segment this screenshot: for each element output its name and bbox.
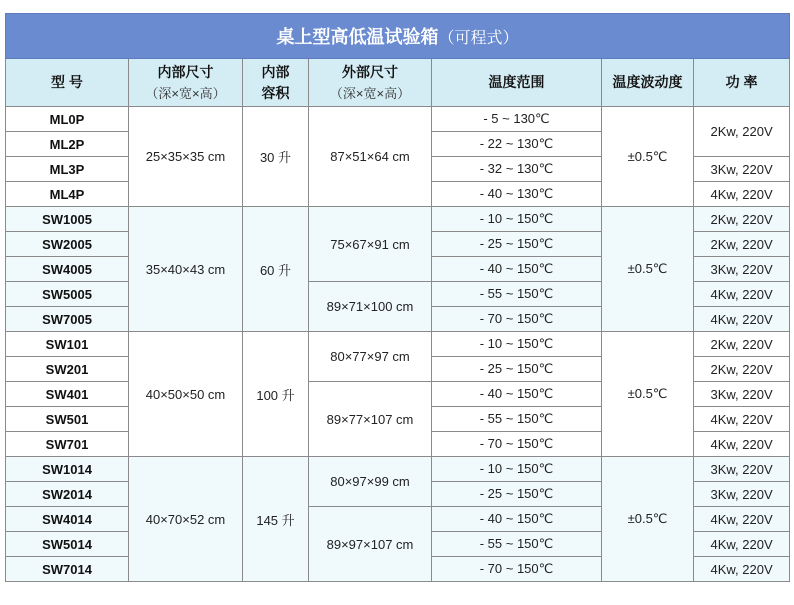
outer-size-cell: 80×97×99 cm <box>309 457 432 507</box>
spec-table-container <box>5 13 789 582</box>
power-cell: 2Kw, 220V <box>694 207 790 232</box>
title-sub: （可程式） <box>438 30 519 47</box>
power-cell: 4Kw, 220V <box>694 507 790 532</box>
volume-cell: 100 升 <box>243 332 309 457</box>
model-cell: ML3P <box>6 157 129 182</box>
outer-size-cell: 89×71×100 cm <box>309 282 432 332</box>
model-cell: SW7014 <box>6 557 129 582</box>
model-cell: ML2P <box>6 132 129 157</box>
model-cell: SW1014 <box>6 457 129 482</box>
header-model: 型 号 <box>6 59 129 107</box>
temp-range-cell: - 40 ~ 150℃ <box>432 507 602 532</box>
header-inner-volume-line2: 容积 <box>261 84 290 101</box>
model-cell: SW501 <box>6 407 129 432</box>
temp-range-cell: - 40 ~ 150℃ <box>432 257 602 282</box>
power-cell: 4Kw, 220V <box>694 407 790 432</box>
model-cell: SW5014 <box>6 532 129 557</box>
outer-size-cell: 89×97×107 cm <box>309 507 432 582</box>
model-cell: ML0P <box>6 107 129 132</box>
power-cell: 3Kw, 220V <box>694 257 790 282</box>
model-cell: SW7005 <box>6 307 129 332</box>
power-cell: 4Kw, 220V <box>694 557 790 582</box>
temp-range-cell: - 22 ~ 130℃ <box>432 132 602 157</box>
outer-size-cell: 89×77×107 cm <box>309 382 432 457</box>
header-temp-fluctuation: 温度波动度 <box>602 59 694 107</box>
power-cell: 3Kw, 220V <box>694 482 790 507</box>
header-row <box>6 59 790 107</box>
model-cell: SW4005 <box>6 257 129 282</box>
inner-size-cell: 40×50×50 cm <box>129 332 243 457</box>
inner-size-cell: 40×70×52 cm <box>129 457 243 582</box>
table-row <box>6 332 790 357</box>
temp-range-cell: - 25 ~ 150℃ <box>432 232 602 257</box>
model-cell: SW401 <box>6 382 129 407</box>
temp-range-cell: - 55 ~ 150℃ <box>432 407 602 432</box>
power-cell: 4Kw, 220V <box>694 307 790 332</box>
model-cell: SW201 <box>6 357 129 382</box>
model-cell: SW2014 <box>6 482 129 507</box>
spec-table <box>5 13 790 582</box>
temp-range-cell: - 25 ~ 150℃ <box>432 357 602 382</box>
power-cell: 3Kw, 220V <box>694 382 790 407</box>
model-cell: SW1005 <box>6 207 129 232</box>
table-title <box>6 14 790 59</box>
volume-cell: 60 升 <box>243 207 309 332</box>
header-power: 功 率 <box>694 59 790 107</box>
temp-range-cell: - 70 ~ 150℃ <box>432 557 602 582</box>
power-cell: 3Kw, 220V <box>694 457 790 482</box>
header-temp-range: 温度范围 <box>432 59 602 107</box>
header-outer-size <box>309 59 432 107</box>
header-inner-size-label: 内部尺寸 <box>157 63 214 80</box>
title-main: 桌上型高低温试验箱 <box>276 27 439 47</box>
temp-range-cell: - 10 ~ 150℃ <box>432 207 602 232</box>
power-cell: 2Kw, 220V <box>694 332 790 357</box>
outer-size-cell: 80×77×97 cm <box>309 332 432 382</box>
inner-size-cell: 35×40×43 cm <box>129 207 243 332</box>
model-cell: SW5005 <box>6 282 129 307</box>
temp-range-cell: - 10 ~ 150℃ <box>432 457 602 482</box>
fluctuation-cell: ±0.5℃ <box>602 332 694 457</box>
power-cell: 4Kw, 220V <box>694 282 790 307</box>
temp-range-cell: - 10 ~ 150℃ <box>432 332 602 357</box>
model-cell: SW2005 <box>6 232 129 257</box>
power-cell: 4Kw, 220V <box>694 532 790 557</box>
temp-range-cell: - 55 ~ 150℃ <box>432 532 602 557</box>
table-row <box>6 207 790 232</box>
temp-range-cell: - 32 ~ 130℃ <box>432 157 602 182</box>
temp-range-cell: - 55 ~ 150℃ <box>432 282 602 307</box>
volume-cell: 30 升 <box>243 107 309 207</box>
header-inner-volume-line1: 内部 <box>261 63 290 80</box>
temp-range-cell: - 5 ~ 130℃ <box>432 107 602 132</box>
header-inner-volume <box>243 59 309 107</box>
fluctuation-cell: ±0.5℃ <box>602 107 694 207</box>
header-inner-size <box>129 59 243 107</box>
fluctuation-cell: ±0.5℃ <box>602 457 694 582</box>
temp-range-cell: - 40 ~ 130℃ <box>432 182 602 207</box>
outer-size-cell: 75×67×91 cm <box>309 207 432 282</box>
model-cell: SW701 <box>6 432 129 457</box>
model-cell: ML4P <box>6 182 129 207</box>
power-cell: 4Kw, 220V <box>694 432 790 457</box>
model-cell: SW4014 <box>6 507 129 532</box>
temp-range-cell: - 40 ~ 150℃ <box>432 382 602 407</box>
power-cell: 2Kw, 220V <box>694 232 790 257</box>
volume-cell: 145 升 <box>243 457 309 582</box>
inner-size-cell: 25×35×35 cm <box>129 107 243 207</box>
model-cell: SW101 <box>6 332 129 357</box>
power-cell: 3Kw, 220V <box>694 157 790 182</box>
temp-range-cell: - 70 ~ 150℃ <box>432 432 602 457</box>
table-row <box>6 457 790 482</box>
header-outer-size-sub: （深×宽×高） <box>329 85 411 101</box>
outer-size-cell: 87×51×64 cm <box>309 107 432 207</box>
header-inner-size-sub: （深×宽×高） <box>145 85 226 101</box>
header-outer-size-label: 外部尺寸 <box>342 63 398 80</box>
power-cell: 2Kw, 220V <box>694 357 790 382</box>
temp-range-cell: - 70 ~ 150℃ <box>432 307 602 332</box>
power-cell: 4Kw, 220V <box>694 182 790 207</box>
power-cell: 2Kw, 220V <box>694 107 790 157</box>
table-row <box>6 107 790 132</box>
temp-range-cell: - 25 ~ 150℃ <box>432 482 602 507</box>
fluctuation-cell: ±0.5℃ <box>602 207 694 332</box>
